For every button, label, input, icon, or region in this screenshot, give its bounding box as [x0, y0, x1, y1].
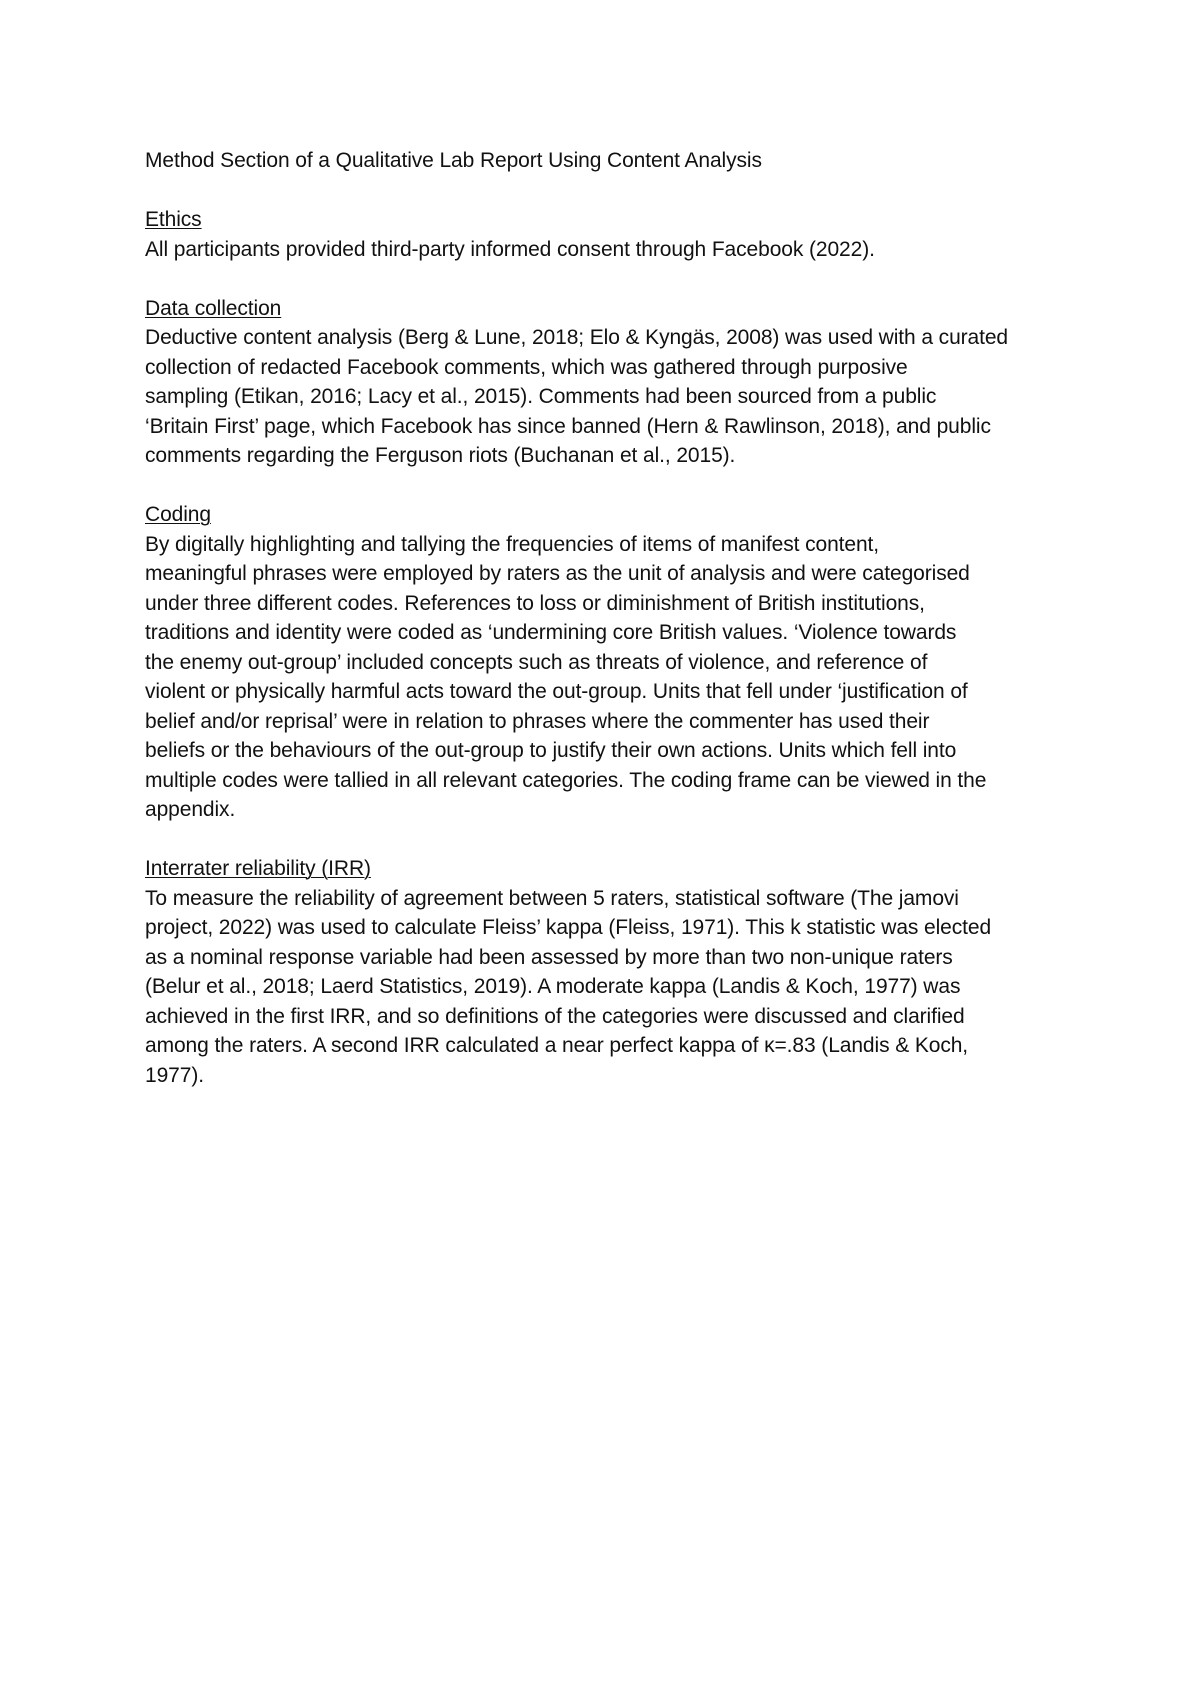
body-line: Deductive content analysis (Berg & Lune, 2018; Elo & Kyngäs, 2008) was used with a curated: [145, 326, 1009, 349]
section-body: [145, 884, 1065, 1091]
section-heading: Data collection: [145, 296, 282, 320]
body-line: belief and/or reprisal’ were in relation to phrases where the commenter has used their: [145, 709, 930, 733]
section-coding: [145, 500, 1065, 825]
body-line: ‘Britain First’ page, which Facebook has since banned (Hern & Rawlinson, 2018), and public: [145, 414, 991, 438]
section-body: [145, 235, 1065, 265]
body-line: traditions and identity were coded as ‘undermining core British values. ‘Violence towards: [145, 621, 957, 644]
body-line: comments regarding the Ferguson riots (Buchanan et al., 2015).: [145, 444, 736, 467]
document-title: Method Section of a Qualitative Lab Report Using Content Analysis: [145, 149, 762, 172]
body-line: collection of redacted Facebook comments, which was gathered through purposive: [145, 355, 908, 379]
body-line: as a nominal response variable had been assessed by more than two non-unique raters: [145, 945, 953, 969]
document-content: [145, 146, 1065, 1090]
section-interrater-reliability-irr: [145, 854, 1065, 1090]
body-line: beliefs or the behaviours of the out-group to justify their own actions. Units which fell into: [145, 739, 957, 762]
section-heading: Interrater reliability (IRR): [145, 857, 371, 880]
body-line: appendix.: [145, 798, 236, 821]
section-ethics: [145, 205, 1065, 264]
body-line: (Belur et al., 2018; Laerd Statistics, 2019). A moderate kappa (Landis & Koch, 1977) was: [145, 975, 961, 998]
section-heading: Ethics: [145, 208, 202, 231]
body-line: To measure the reliability of agreement between 5 raters, statistical software (The jamovi: [145, 886, 959, 910]
section-heading: Coding: [145, 503, 211, 526]
section-body: [145, 323, 1065, 471]
body-line: All participants provided third-party informed consent through Facebook (2022).: [145, 237, 875, 261]
body-line: achieved in the first IRR, and so definitions of the categories were discussed and clarified: [145, 1004, 965, 1028]
body-line: among the raters. A second IRR calculated a near perfect kappa of κ=.83 (Landis & Koch,: [145, 1034, 969, 1057]
section-body: [145, 530, 1065, 825]
section-data-collection: [145, 294, 1065, 471]
body-line: project, 2022) was used to calculate Fleiss’ kappa (Fleiss, 1971). This k statistic was elected: [145, 916, 992, 939]
body-line: under three different codes. References to loss or diminishment of British institutions,: [145, 591, 925, 615]
body-line: By digitally highlighting and tallying the frequencies of items of manifest content,: [145, 532, 880, 556]
body-line: meaningful phrases were employed by raters as the unit of analysis and were categorised: [145, 562, 970, 585]
body-line: multiple codes were tallied in all relevant categories. The coding frame can be viewed in the: [145, 768, 987, 792]
body-line: violent or physically harmful acts toward the out-group. Units that fell under ‘justification of: [145, 680, 968, 703]
sections-container: [145, 205, 1065, 1090]
body-line: sampling (Etikan, 2016; Lacy et al., 2015). Comments had been sourced from a public: [145, 385, 937, 408]
body-line: 1977).: [145, 1063, 204, 1087]
body-line: the enemy out-group’ included concepts such as threats of violence, and reference of: [145, 650, 928, 674]
